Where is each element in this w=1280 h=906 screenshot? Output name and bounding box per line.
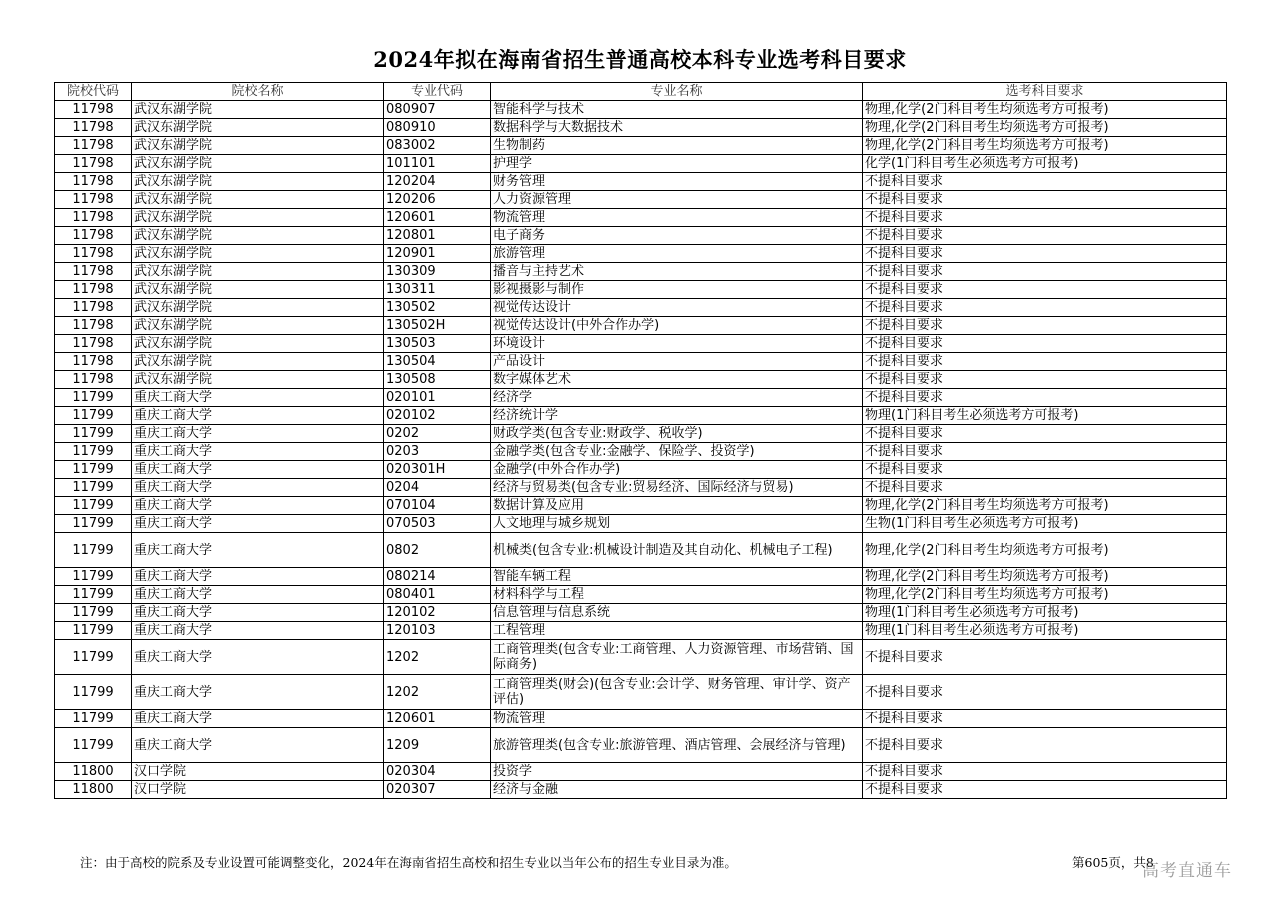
school-name-cell: 重庆工商大学 (132, 461, 384, 479)
subject-requirement-cell: 不提科目要求 (863, 281, 1227, 299)
major-code-cell: 130508 (384, 371, 491, 389)
major-code-cell: 070104 (384, 497, 491, 515)
subject-requirement-cell: 物理,化学(2门科目考生均须选考方可报考) (863, 568, 1227, 586)
page-title: 2024年拟在海南省招生普通高校本科专业选考科目要求 (373, 47, 907, 72)
school-name-cell: 武汉东湖学院 (132, 137, 384, 155)
major-name-cell: 机械类(包含专业:机械设计制造及其自动化、机械电子工程) (491, 533, 863, 568)
major-name-cell: 数字媒体艺术 (491, 371, 863, 389)
school-code-cell: 11798 (55, 119, 132, 137)
school-name-cell: 武汉东湖学院 (132, 101, 384, 119)
major-name-cell: 护理学 (491, 155, 863, 173)
school-code-cell: 11799 (55, 568, 132, 586)
school-name-cell: 武汉东湖学院 (132, 281, 384, 299)
major-code-cell: 0203 (384, 443, 491, 461)
major-name-cell: 旅游管理 (491, 245, 863, 263)
major-code-cell: 130311 (384, 281, 491, 299)
school-code-cell: 11798 (55, 245, 132, 263)
school-code-cell: 11798 (55, 299, 132, 317)
subject-requirement-cell: 不提科目要求 (863, 479, 1227, 497)
school-name-cell: 重庆工商大学 (132, 425, 384, 443)
table-row (55, 586, 1227, 604)
subject-requirement-cell: 物理(1门科目考生必须选考方可报考) (863, 604, 1227, 622)
major-name-cell: 工商管理类(包含专业:工商管理、人力资源管理、市场营销、国际商务) (491, 640, 863, 675)
school-code-cell: 11799 (55, 407, 132, 425)
table-row (55, 227, 1227, 245)
school-code-cell: 11799 (55, 479, 132, 497)
major-name-cell: 视觉传达设计(中外合作办学) (491, 317, 863, 335)
major-code-cell: 120801 (384, 227, 491, 245)
table-row (55, 245, 1227, 263)
subject-requirement-cell: 物理,化学(2门科目考生均须选考方可报考) (863, 101, 1227, 119)
major-name-cell: 智能车辆工程 (491, 568, 863, 586)
major-name-cell: 智能科学与技术 (491, 101, 863, 119)
major-code-cell: 101101 (384, 155, 491, 173)
school-code-cell: 11798 (55, 209, 132, 227)
major-name-cell: 生物制药 (491, 137, 863, 155)
major-code-cell: 1202 (384, 675, 491, 710)
table-row (55, 461, 1227, 479)
school-name-cell: 重庆工商大学 (132, 389, 384, 407)
major-name-cell: 数据计算及应用 (491, 497, 863, 515)
school-name-cell: 武汉东湖学院 (132, 155, 384, 173)
major-code-cell: 020102 (384, 407, 491, 425)
table-row (55, 425, 1227, 443)
subject-requirement-cell: 物理,化学(2门科目考生均须选考方可报考) (863, 586, 1227, 604)
school-name-cell: 武汉东湖学院 (132, 353, 384, 371)
major-name-cell: 材料科学与工程 (491, 586, 863, 604)
subject-requirement-cell: 不提科目要求 (863, 728, 1227, 763)
col-header-major-code: 专业代码 (384, 83, 491, 101)
subject-requirement-cell: 不提科目要求 (863, 640, 1227, 675)
major-name-cell: 财务管理 (491, 173, 863, 191)
school-name-cell: 重庆工商大学 (132, 728, 384, 763)
major-name-cell: 播音与主持艺术 (491, 263, 863, 281)
page-number: 第605页，共8 (1072, 855, 1154, 870)
subject-requirement-cell: 不提科目要求 (863, 781, 1227, 799)
major-name-cell: 经济学 (491, 389, 863, 407)
major-code-cell: 130502H (384, 317, 491, 335)
school-code-cell: 11800 (55, 763, 132, 781)
school-name-cell: 重庆工商大学 (132, 586, 384, 604)
col-header-school-name: 院校名称 (132, 83, 384, 101)
major-name-cell: 经济与金融 (491, 781, 863, 799)
major-code-cell: 130309 (384, 263, 491, 281)
school-name-cell: 重庆工商大学 (132, 533, 384, 568)
table-row (55, 728, 1227, 763)
subject-requirement-cell: 物理,化学(2门科目考生均须选考方可报考) (863, 137, 1227, 155)
footnote: 注：由于高校的院系及专业设置可能调整变化，2024年在海南省招生高校和招生专业以当年公布的招生专业目录为准。 (80, 855, 737, 870)
major-name-cell: 产品设计 (491, 353, 863, 371)
subject-requirement-cell: 不提科目要求 (863, 425, 1227, 443)
subject-requirement-cell: 不提科目要求 (863, 389, 1227, 407)
subject-requirement-cell: 不提科目要求 (863, 763, 1227, 781)
table-row (55, 137, 1227, 155)
major-code-cell: 120601 (384, 209, 491, 227)
subject-requirement-cell: 不提科目要求 (863, 299, 1227, 317)
school-name-cell: 重庆工商大学 (132, 407, 384, 425)
major-code-cell: 120103 (384, 622, 491, 640)
table-header-row (55, 83, 1227, 101)
major-code-cell: 120901 (384, 245, 491, 263)
school-code-cell: 11798 (55, 173, 132, 191)
major-code-cell: 083002 (384, 137, 491, 155)
major-code-cell: 020304 (384, 763, 491, 781)
subject-requirements-table (54, 82, 1227, 799)
major-name-cell: 物流管理 (491, 710, 863, 728)
school-code-cell: 11798 (55, 101, 132, 119)
subject-requirement-cell: 物理,化学(2门科目考生均须选考方可报考) (863, 119, 1227, 137)
major-name-cell: 物流管理 (491, 209, 863, 227)
school-code-cell: 11798 (55, 281, 132, 299)
major-name-cell: 工商管理类(财会)(包含专业:会计学、财务管理、审计学、资产评估) (491, 675, 863, 710)
school-name-cell: 武汉东湖学院 (132, 245, 384, 263)
school-code-cell: 11799 (55, 515, 132, 533)
table-row (55, 763, 1227, 781)
table-row (55, 781, 1227, 799)
school-name-cell: 重庆工商大学 (132, 604, 384, 622)
subject-requirement-cell: 不提科目要求 (863, 209, 1227, 227)
school-code-cell: 11799 (55, 497, 132, 515)
table-row (55, 317, 1227, 335)
school-code-cell: 11798 (55, 317, 132, 335)
subject-requirement-cell: 不提科目要求 (863, 227, 1227, 245)
school-name-cell: 重庆工商大学 (132, 710, 384, 728)
table-row (55, 353, 1227, 371)
school-name-cell: 武汉东湖学院 (132, 119, 384, 137)
school-code-cell: 11798 (55, 191, 132, 209)
school-code-cell: 11798 (55, 371, 132, 389)
major-code-cell: 130503 (384, 335, 491, 353)
school-name-cell: 武汉东湖学院 (132, 173, 384, 191)
table-row (55, 604, 1227, 622)
table-row (55, 191, 1227, 209)
subject-requirement-cell: 不提科目要求 (863, 335, 1227, 353)
school-name-cell: 武汉东湖学院 (132, 227, 384, 245)
table-row (55, 568, 1227, 586)
major-name-cell: 经济与贸易类(包含专业:贸易经济、国际经济与贸易) (491, 479, 863, 497)
table-row (55, 335, 1227, 353)
school-name-cell: 武汉东湖学院 (132, 371, 384, 389)
subject-requirement-cell: 物理(1门科目考生必须选考方可报考) (863, 622, 1227, 640)
major-code-cell: 020301H (384, 461, 491, 479)
major-code-cell: 020307 (384, 781, 491, 799)
school-code-cell: 11798 (55, 155, 132, 173)
major-code-cell: 130504 (384, 353, 491, 371)
major-name-cell: 环境设计 (491, 335, 863, 353)
table-row (55, 407, 1227, 425)
school-code-cell: 11798 (55, 263, 132, 281)
major-code-cell: 020101 (384, 389, 491, 407)
major-code-cell: 0204 (384, 479, 491, 497)
major-code-cell: 080401 (384, 586, 491, 604)
col-header-school-code: 院校代码 (55, 83, 132, 101)
school-code-cell: 11799 (55, 461, 132, 479)
table-row (55, 101, 1227, 119)
subject-requirement-cell: 化学(1门科目考生必须选考方可报考) (863, 155, 1227, 173)
major-name-cell: 信息管理与信息系统 (491, 604, 863, 622)
school-code-cell: 11799 (55, 675, 132, 710)
school-code-cell: 11798 (55, 227, 132, 245)
table-row (55, 173, 1227, 191)
school-name-cell: 重庆工商大学 (132, 515, 384, 533)
table-row (55, 622, 1227, 640)
table-row (55, 119, 1227, 137)
subject-requirement-cell: 不提科目要求 (863, 263, 1227, 281)
school-name-cell: 武汉东湖学院 (132, 317, 384, 335)
major-code-cell: 080907 (384, 101, 491, 119)
major-name-cell: 视觉传达设计 (491, 299, 863, 317)
school-name-cell: 武汉东湖学院 (132, 263, 384, 281)
subject-requirement-cell: 不提科目要求 (863, 710, 1227, 728)
school-code-cell: 11799 (55, 533, 132, 568)
watermark-logo: 高考直通车 (1142, 861, 1232, 881)
major-code-cell: 130502 (384, 299, 491, 317)
school-code-cell: 11799 (55, 604, 132, 622)
table-row (55, 371, 1227, 389)
subject-requirement-cell: 不提科目要求 (863, 317, 1227, 335)
school-code-cell: 11798 (55, 353, 132, 371)
subject-requirement-cell: 生物(1门科目考生必须选考方可报考) (863, 515, 1227, 533)
school-code-cell: 11799 (55, 622, 132, 640)
subject-requirement-cell: 物理,化学(2门科目考生均须选考方可报考) (863, 533, 1227, 568)
school-code-cell: 11799 (55, 586, 132, 604)
school-name-cell: 武汉东湖学院 (132, 191, 384, 209)
school-code-cell: 11799 (55, 710, 132, 728)
major-code-cell: 120102 (384, 604, 491, 622)
major-code-cell: 0802 (384, 533, 491, 568)
major-name-cell: 经济统计学 (491, 407, 863, 425)
school-code-cell: 11800 (55, 781, 132, 799)
table-row (55, 263, 1227, 281)
subject-requirement-cell: 不提科目要求 (863, 371, 1227, 389)
major-name-cell: 财政学类(包含专业:财政学、税收学) (491, 425, 863, 443)
subject-requirement-cell: 不提科目要求 (863, 675, 1227, 710)
school-code-cell: 11798 (55, 137, 132, 155)
table-row (55, 533, 1227, 568)
major-name-cell: 影视摄影与制作 (491, 281, 863, 299)
table-row (55, 497, 1227, 515)
major-name-cell: 工程管理 (491, 622, 863, 640)
major-code-cell: 070503 (384, 515, 491, 533)
col-header-subject-requirement: 选考科目要求 (863, 83, 1227, 101)
subject-requirement-cell: 不提科目要求 (863, 443, 1227, 461)
major-name-cell: 投资学 (491, 763, 863, 781)
table-row (55, 443, 1227, 461)
major-name-cell: 金融学类(包含专业:金融学、保险学、投资学) (491, 443, 863, 461)
school-name-cell: 武汉东湖学院 (132, 299, 384, 317)
major-code-cell: 120206 (384, 191, 491, 209)
table-row (55, 299, 1227, 317)
table-row (55, 209, 1227, 227)
school-name-cell: 武汉东湖学院 (132, 335, 384, 353)
major-code-cell: 0202 (384, 425, 491, 443)
school-name-cell: 重庆工商大学 (132, 622, 384, 640)
table-row (55, 155, 1227, 173)
subject-requirement-cell: 不提科目要求 (863, 245, 1227, 263)
school-code-cell: 11799 (55, 640, 132, 675)
major-name-cell: 人文地理与城乡规划 (491, 515, 863, 533)
subject-requirement-cell: 物理(1门科目考生必须选考方可报考) (863, 407, 1227, 425)
major-code-cell: 080910 (384, 119, 491, 137)
table-row (55, 675, 1227, 710)
major-code-cell: 1209 (384, 728, 491, 763)
major-code-cell: 120601 (384, 710, 491, 728)
school-name-cell: 重庆工商大学 (132, 497, 384, 515)
table-row (55, 640, 1227, 675)
subject-requirement-cell: 不提科目要求 (863, 353, 1227, 371)
table-row (55, 281, 1227, 299)
school-name-cell: 武汉东湖学院 (132, 209, 384, 227)
school-code-cell: 11799 (55, 443, 132, 461)
major-code-cell: 1202 (384, 640, 491, 675)
school-name-cell: 汉口学院 (132, 781, 384, 799)
table-row (55, 479, 1227, 497)
col-header-major-name: 专业名称 (491, 83, 863, 101)
major-name-cell: 金融学(中外合作办学) (491, 461, 863, 479)
major-name-cell: 数据科学与大数据技术 (491, 119, 863, 137)
major-name-cell: 电子商务 (491, 227, 863, 245)
school-name-cell: 重庆工商大学 (132, 568, 384, 586)
school-code-cell: 11799 (55, 728, 132, 763)
school-name-cell: 重庆工商大学 (132, 443, 384, 461)
subject-requirement-cell: 不提科目要求 (863, 191, 1227, 209)
school-name-cell: 重庆工商大学 (132, 675, 384, 710)
subject-requirement-cell: 不提科目要求 (863, 173, 1227, 191)
school-code-cell: 11798 (55, 335, 132, 353)
major-code-cell: 080214 (384, 568, 491, 586)
school-code-cell: 11799 (55, 425, 132, 443)
major-name-cell: 人力资源管理 (491, 191, 863, 209)
major-name-cell: 旅游管理类(包含专业:旅游管理、酒店管理、会展经济与管理) (491, 728, 863, 763)
school-name-cell: 汉口学院 (132, 763, 384, 781)
subject-requirement-cell: 物理,化学(2门科目考生均须选考方可报考) (863, 497, 1227, 515)
school-name-cell: 重庆工商大学 (132, 479, 384, 497)
school-code-cell: 11799 (55, 389, 132, 407)
table-row (55, 389, 1227, 407)
table-row (55, 515, 1227, 533)
subject-requirement-cell: 不提科目要求 (863, 461, 1227, 479)
major-code-cell: 120204 (384, 173, 491, 191)
school-name-cell: 重庆工商大学 (132, 640, 384, 675)
table-row (55, 710, 1227, 728)
